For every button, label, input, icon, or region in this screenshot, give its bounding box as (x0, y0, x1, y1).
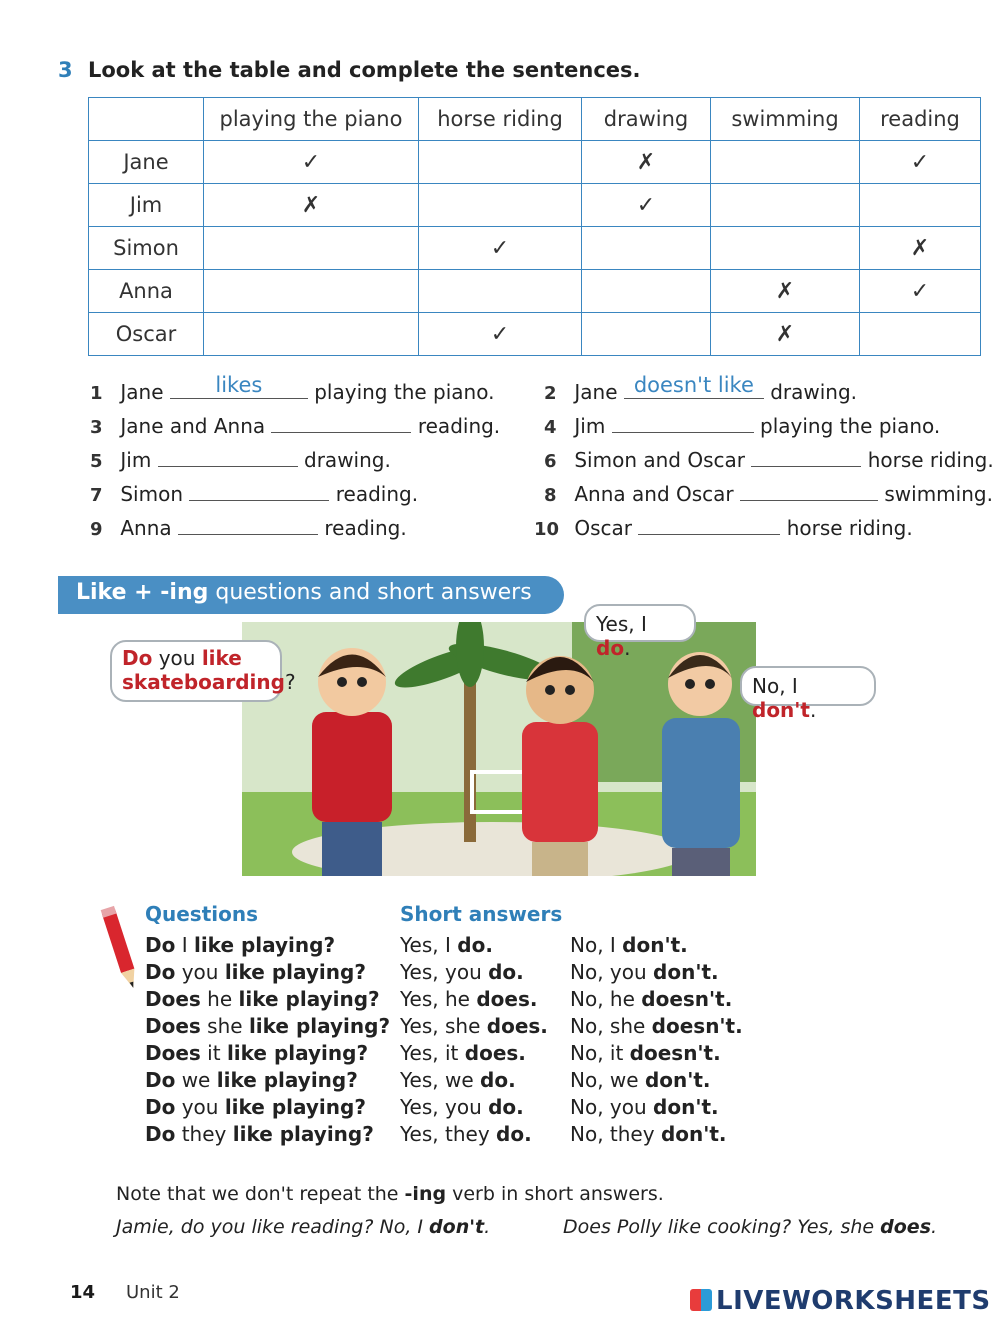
sentence-7 (90, 482, 418, 506)
bubble-line-2 (122, 670, 296, 694)
table-cell: ✓ (860, 141, 981, 184)
speech-bubble-no (740, 666, 876, 722)
bubble-question-mark: ? (284, 670, 296, 694)
table-cell (582, 227, 711, 270)
yes-pre: Yes, he (400, 987, 470, 1011)
sentence-rest: drawing. (770, 380, 858, 404)
boy-middle (522, 656, 598, 876)
table-cell (582, 313, 711, 356)
question-line (145, 1068, 358, 1092)
short-answers-header: Short answers (400, 902, 563, 926)
table-cell: ✓ (419, 313, 582, 356)
speech-bubble-question (110, 640, 296, 702)
no-pre: No, he (570, 987, 635, 1011)
answer-blank-6[interactable] (751, 448, 861, 467)
example-2-post: . (931, 1216, 938, 1238)
no-pre: No, you (570, 1095, 647, 1119)
bubble-do: Do (122, 646, 153, 670)
table-row (89, 270, 981, 313)
q-aux: Does (145, 987, 201, 1011)
answer-blank-3[interactable] (271, 414, 411, 433)
no-answer (570, 960, 719, 984)
table-cell (860, 313, 981, 356)
bubble-no-text: No, I (752, 674, 798, 698)
q-aux: Does (145, 1041, 201, 1065)
note-pre: Note that we don't repeat the (116, 1183, 405, 1205)
yes-bold: do. (488, 1095, 524, 1119)
no-pre: No, I (570, 933, 616, 957)
no-answer (570, 987, 732, 1011)
sentence-4 (544, 414, 940, 438)
q-aux: Do (145, 1122, 176, 1146)
question-line (145, 1014, 390, 1038)
sentence-number: 5 (90, 451, 103, 472)
no-pre: No, we (570, 1068, 639, 1092)
sentence-subject: Oscar (574, 516, 632, 540)
q-rest: like playing? (238, 987, 380, 1011)
sentence-8 (544, 482, 993, 506)
speech-bubble-yes (584, 604, 696, 660)
no-bold: doesn't. (651, 1014, 743, 1038)
note-example-2 (563, 1216, 937, 1238)
row-name: Jim (89, 184, 204, 227)
boy-right (662, 652, 740, 876)
question-line (145, 987, 380, 1011)
table-cell (419, 184, 582, 227)
sentence-1 (90, 373, 495, 404)
answer-blank-2[interactable] (624, 373, 764, 399)
example-1-bold: don't (429, 1216, 485, 1238)
q-aux: Do (145, 960, 176, 984)
bubble-you: you (152, 646, 202, 670)
boys-illustration (242, 622, 756, 876)
sentence-rest: reading. (335, 482, 419, 506)
sentence-rest: playing the piano. (314, 380, 495, 404)
column-header: drawing (582, 98, 711, 141)
no-bold: don't. (653, 960, 719, 984)
q-subject: we (181, 1068, 211, 1092)
table-cell: ✓ (582, 184, 711, 227)
table-cell (419, 270, 582, 313)
sentence-subject: Anna and Oscar (574, 482, 734, 506)
table-corner-cell (89, 98, 204, 141)
table-cell: ✓ (204, 141, 419, 184)
table-cell (860, 184, 981, 227)
q-aux: Do (145, 933, 176, 957)
answer-blank-5[interactable] (158, 448, 298, 467)
page-number: 14 (70, 1282, 96, 1303)
no-answer (570, 1014, 743, 1038)
bubble-yes-do: do (596, 636, 625, 660)
question-line (145, 1095, 366, 1119)
sentence-subject: Anna (120, 516, 172, 540)
exercise-number: 3 (58, 58, 73, 82)
questions-header: Questions (145, 902, 259, 926)
bubble-like: like (201, 646, 242, 670)
table-cell: ✗ (711, 270, 860, 313)
q-subject: it (207, 1041, 221, 1065)
answer-blank-4[interactable] (612, 414, 754, 433)
row-name: Jane (89, 141, 204, 184)
pencil-icon (100, 902, 140, 992)
q-subject: she (207, 1014, 243, 1038)
sentence-9 (90, 516, 407, 540)
boy-left (312, 648, 392, 876)
bubble-line-1 (122, 646, 270, 670)
answer-blank-8[interactable] (740, 482, 878, 501)
grammar-note (116, 1183, 664, 1205)
example-1-pre: Jamie, do you like reading? No, I (116, 1216, 430, 1238)
logo-icon (690, 1289, 712, 1311)
sentence-number: 10 (534, 519, 560, 540)
q-subject: you (181, 1095, 219, 1119)
q-rest: like playing? (224, 960, 366, 984)
answer-blank-7[interactable] (189, 482, 329, 501)
bubble-skateboarding: skateboarding (122, 670, 285, 694)
table-row (89, 313, 981, 356)
q-aux: Does (145, 1014, 201, 1038)
no-pre: No, it (570, 1041, 624, 1065)
sentence-number: 3 (90, 417, 103, 438)
table-cell (711, 141, 860, 184)
section-title-bold: Like + -ing (76, 580, 209, 605)
question-line (145, 960, 366, 984)
sentence-subject: Jim (574, 414, 606, 438)
table-cell (204, 227, 419, 270)
sentence-10 (534, 516, 913, 540)
sentence-number: 2 (544, 383, 557, 404)
yes-pre: Yes, they (400, 1122, 490, 1146)
q-aux: Do (145, 1095, 176, 1119)
preferences-table (88, 97, 981, 356)
note-post: verb in short answers. (446, 1183, 664, 1205)
table-cell (711, 184, 860, 227)
bubble-no-dot: . (809, 698, 817, 722)
q-rest: like playing? (224, 1095, 366, 1119)
table-cell: ✗ (860, 227, 981, 270)
sentence-5 (90, 448, 391, 472)
q-rest: like playing? (216, 1068, 358, 1092)
sentence-subject: Jane (120, 380, 164, 404)
q-subject: he (207, 987, 233, 1011)
row-name: Anna (89, 270, 204, 313)
no-pre: No, she (570, 1014, 646, 1038)
sentence-number: 7 (90, 485, 103, 506)
yes-pre: Yes, you (400, 960, 482, 984)
yes-answer (400, 1041, 526, 1065)
section-title-rest: questions and short answers (208, 580, 532, 605)
unit-label: Unit 2 (126, 1282, 180, 1303)
sentence-subject: Simon and Oscar (574, 448, 745, 472)
q-rest: like playing? (232, 1122, 374, 1146)
q-subject: you (181, 960, 219, 984)
yes-pre: Yes, she (400, 1014, 481, 1038)
logo-text: LIVEWORKSHEETS (716, 1286, 991, 1316)
sentence-rest: swimming. (884, 482, 993, 506)
q-subject: they (181, 1122, 227, 1146)
sentence-6 (544, 448, 994, 472)
table-cell (711, 227, 860, 270)
no-answer (570, 1041, 721, 1065)
yes-answer (400, 1122, 532, 1146)
yes-bold: do. (480, 1068, 516, 1092)
no-bold: don't. (644, 1068, 711, 1092)
exercise-title: Look at the table and complete the sentences. (88, 58, 641, 82)
sentence-rest: drawing. (304, 448, 391, 472)
no-answer (570, 1122, 727, 1146)
row-name: Simon (89, 227, 204, 270)
note-bold: -ing (404, 1183, 447, 1205)
sentence-number: 6 (544, 451, 557, 472)
row-name: Oscar (89, 313, 204, 356)
yes-answer (400, 987, 537, 1011)
q-subject: I (181, 933, 188, 957)
no-bold: doesn't. (641, 987, 733, 1011)
answer-blank-9[interactable] (178, 516, 318, 535)
table-cell (204, 313, 419, 356)
example-2-pre: Does Polly like cooking? Yes, she (563, 1216, 881, 1238)
note-example-1 (116, 1216, 490, 1238)
sentence-number: 9 (90, 519, 103, 540)
yes-answer (400, 1068, 516, 1092)
sentence-subject: Simon (120, 482, 184, 506)
q-rest: like playing? (248, 1014, 391, 1038)
column-header: playing the piano (204, 98, 419, 141)
yes-bold: does. (464, 1041, 526, 1065)
yes-pre: Yes, I (400, 933, 451, 957)
yes-answer (400, 933, 493, 957)
yes-answer (400, 960, 524, 984)
palm-trunk (464, 672, 476, 842)
sentence-rest: playing the piano. (760, 414, 941, 438)
sentence-number: 8 (544, 485, 557, 506)
no-answer (570, 933, 688, 957)
no-bold: don't. (660, 1122, 727, 1146)
bubble-yes-text: Yes, I (596, 612, 647, 636)
sentence-3 (90, 414, 500, 438)
question-line (145, 1041, 368, 1065)
yes-answer (400, 1014, 548, 1038)
sentence-2 (544, 373, 858, 404)
q-aux: Do (145, 1068, 176, 1092)
yes-bold: do. (457, 933, 493, 957)
table-cell: ✗ (582, 141, 711, 184)
no-bold: doesn't. (629, 1041, 721, 1065)
example-1-post: . (484, 1216, 491, 1238)
bubble-no-dont: don't (752, 698, 810, 722)
column-header: horse riding (419, 98, 582, 141)
table-cell: ✗ (711, 313, 860, 356)
yes-pre: Yes, it (400, 1041, 459, 1065)
table-cell (582, 270, 711, 313)
sentence-rest: horse riding. (867, 448, 994, 472)
yes-bold: does. (486, 1014, 548, 1038)
table-cell: ✓ (419, 227, 582, 270)
no-answer (570, 1095, 719, 1119)
yes-pre: Yes, we (400, 1068, 474, 1092)
no-bold: don't. (622, 933, 688, 957)
yes-bold: do. (488, 960, 524, 984)
q-rest: like playing? (193, 933, 336, 957)
question-line (145, 933, 335, 957)
table-header-row (89, 98, 981, 141)
sentence-rest: horse riding. (786, 516, 913, 540)
sentence-rest: reading. (324, 516, 407, 540)
sentence-rest: reading. (417, 414, 501, 438)
bubble-yes-dot: . (624, 636, 631, 660)
sentence-subject: Jim (120, 448, 152, 472)
table-row (89, 141, 981, 184)
column-header: swimming (711, 98, 860, 141)
q-rest: like playing? (226, 1041, 369, 1065)
answer-blank-10[interactable] (638, 516, 780, 535)
table-cell (419, 141, 582, 184)
column-header: reading (860, 98, 981, 141)
sentence-number: 1 (90, 383, 103, 404)
sentence-subject: Jane and Anna (120, 414, 266, 438)
no-pre: No, you (570, 960, 647, 984)
sentence-subject: Jane (574, 380, 618, 404)
example-2-bold: does (880, 1216, 932, 1238)
no-bold: don't. (653, 1095, 719, 1119)
yes-bold: does. (476, 987, 538, 1011)
yes-answer (400, 1095, 524, 1119)
no-answer (570, 1068, 711, 1092)
table-row (89, 227, 981, 270)
sentence-number: 4 (544, 417, 557, 438)
table-row (89, 184, 981, 227)
table-cell (204, 270, 419, 313)
answer-text: doesn't like (633, 373, 754, 397)
question-line (145, 1122, 374, 1146)
table-cell: ✓ (860, 270, 981, 313)
no-pre: No, they (570, 1122, 655, 1146)
section-title (76, 580, 532, 605)
yes-pre: Yes, you (400, 1095, 482, 1119)
table-cell: ✗ (204, 184, 419, 227)
yes-bold: do. (496, 1122, 532, 1146)
answer-text: likes (215, 373, 263, 397)
answer-blank-1[interactable] (170, 373, 308, 399)
liveworksheets-logo[interactable] (690, 1286, 991, 1316)
